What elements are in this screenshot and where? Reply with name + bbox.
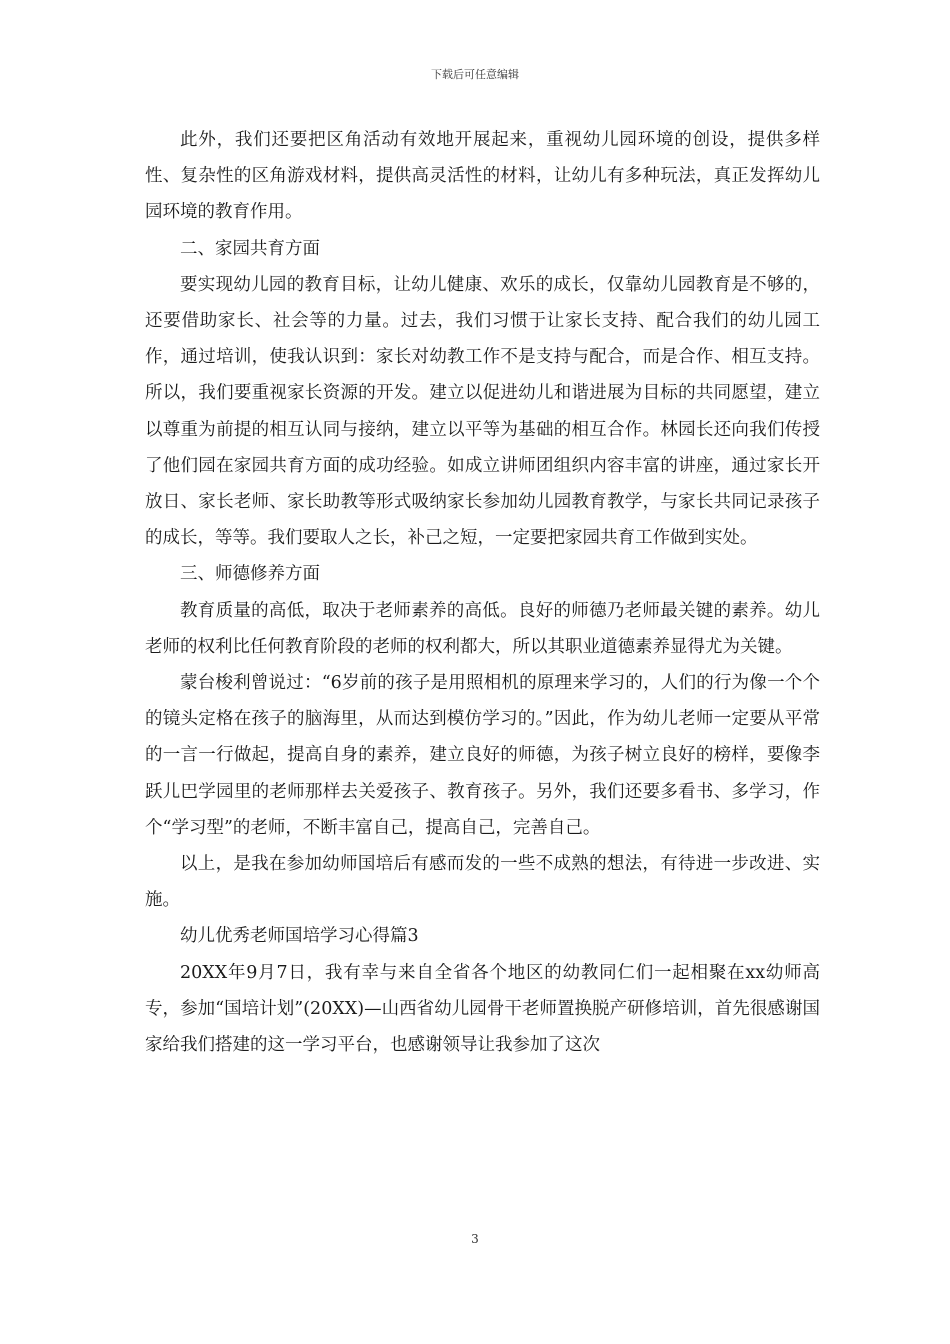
- page-number: 3: [471, 1232, 479, 1246]
- paragraph-training-intro: 20XX年9月7日，我有幸与来自全省各个地区的幼教同仁们一起相聚在xx幼师高专，参加“国培计划”(20XX)—山西省幼儿园骨干老师置换脱产研修培训，首先很感谢国家给我们搭建的这一学习平台，也感谢领导让我参加了这次: [145, 962, 820, 1056]
- article-heading-part3: 幼儿优秀老师国培学习心得篇3: [180, 926, 419, 947]
- section-heading-ethics: 三、师德修养方面: [180, 564, 320, 585]
- paragraph-ethics: 教育质量的高低，取决于老师素养的高低。良好的师德乃老师最关键的素养。幼儿老师的权利比任何教育阶段的老师的权利都大，所以其职业道德素养显得尤为关键。: [145, 600, 820, 657]
- section-heading-home-school: 二、家园共育方面: [180, 238, 320, 259]
- paragraph-montessori: 蒙台梭利曾说过：“6岁前的孩子是用照相机的原理来学习的，人们的行为像一个个的镜头定格在孩子的脑海里，从而达到模仿学习的。”因此，作为幼儿老师一定要从平常的一言一行做起，提高自身的素养，建立良好的师德，为孩子树立良好的榜样，要像李跃儿巴学园里的老师那样去关爱孩子、教育孩子。另外，我们还要多看书、多学习，作个“学习型”的老师，不断丰富自己，提高自己，完善自己。: [145, 673, 820, 838]
- page-header: 下载后可任意编辑: [431, 68, 519, 81]
- paragraph-home-school: 要实现幼儿园的教育目标，让幼儿健康、欢乐的成长，仅靠幼儿园教育是不够的，还要借助家长、社会等的力量。过去，我们习惯于让家长支持、配合我们的幼儿园工作，通过培训，使我认识到：家长对幼教工作不是支持与配合，而是合作、相互支持。所以，我们要重视家长资源的开发。建立以促进幼儿和谐进展为目标的共同愿望，建立以尊重为前提的相互认同与接纳，建立以平等为基础的相互合作。林园长还向我们传授了他们园在家园共育方面的成功经验。如成立讲师团组织内容丰富的讲座，通过家长开放日、家长老师、家长助教等形式吸纳家长参加幼儿园教育教学，与家长共同记录孩子的成长，等等。我们要取人之长，补己之短，一定要把家园共育工作做到实处。: [145, 274, 820, 549]
- paragraph-conclusion: 以上，是我在参加幼师国培后有感而发的一些不成熟的想法，有待进一步改进、实施。: [145, 854, 820, 911]
- document-body: [145, 122, 820, 1063]
- paragraph-environment: 此外，我们还要把区角活动有效地开展起来，重视幼儿园环境的创设，提供多样性、复杂性的区角游戏材料，提供高灵活性的材料，让幼儿有多种玩法，真正发挥幼儿园环境的教育作用。: [145, 130, 820, 223]
